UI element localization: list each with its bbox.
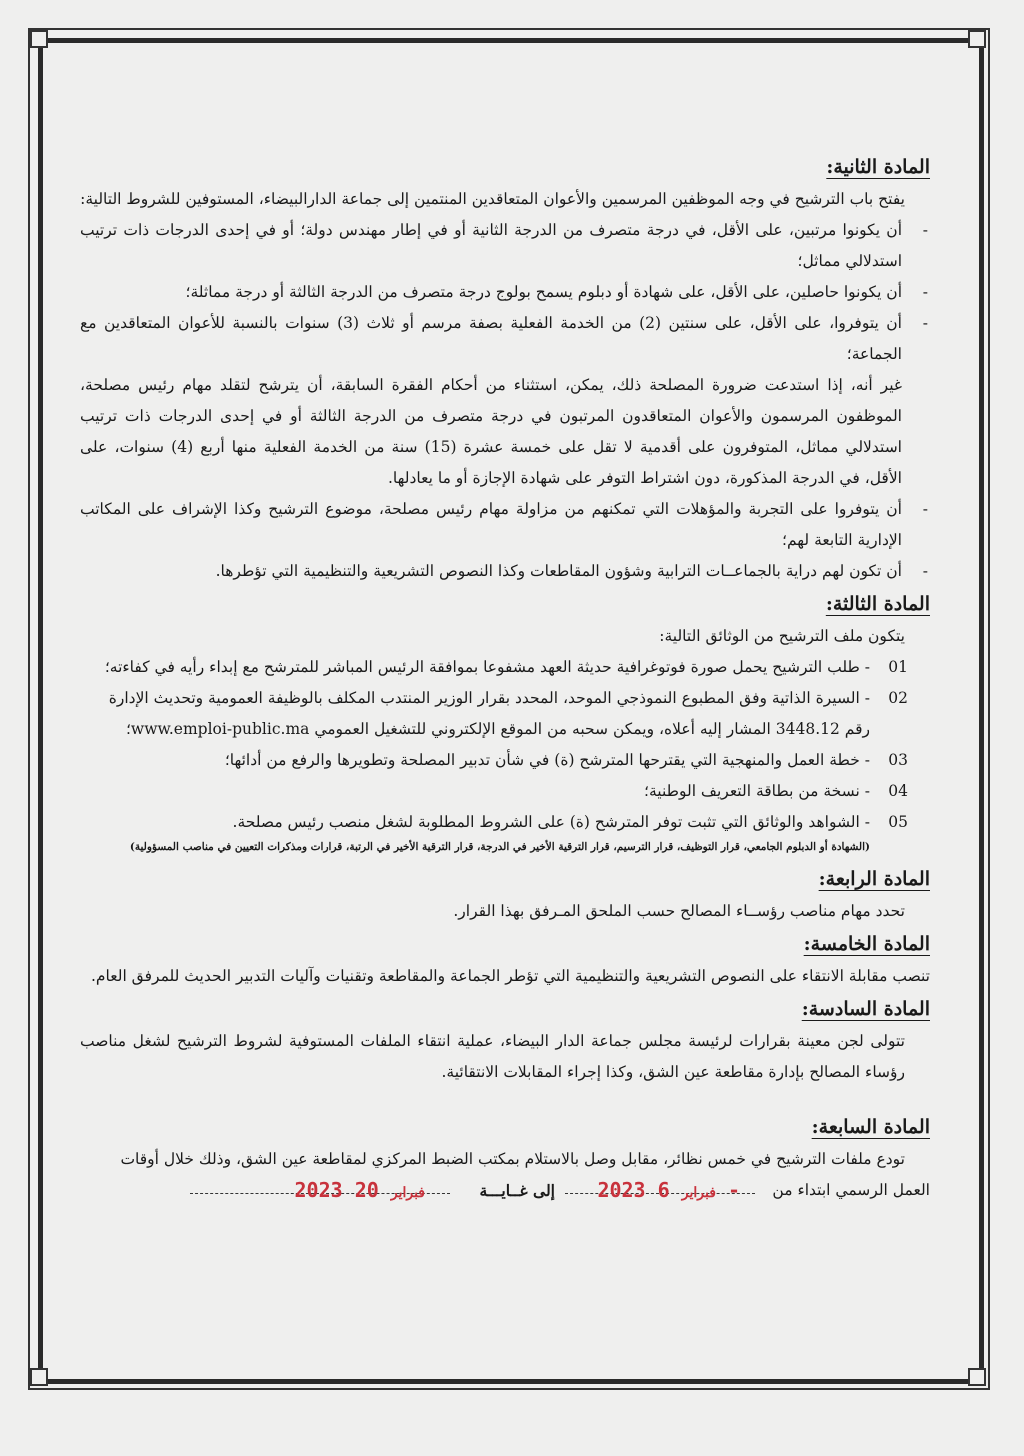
document-list-item: 04 - نسخة من بطاقة التعريف الوطنية؛	[644, 782, 908, 800]
document-list-item: 01 - طلب الترشيح يحمل صورة فوتوغرافية حديثة العهد مشفوعا بموافقة الرئيس المباشر للمترشح مع إبداء رأيه في كفاءته؛	[104, 658, 908, 676]
date-to-label: إلى غــايـــة	[479, 1181, 555, 1200]
document-list-item: 02 - السيرة الذاتية وفق المطبوع النموذجي الموحد، المحدد بقرار الوزير المنتدب المكلف بالوظيفة العمومية وتحديث الإدارة رقم 3448.12 المشار إليه أعلاه، ويمكن سحبه من الموقع الإلكتروني للتشغيل العمومي www.emploi-public.ma؛	[108, 689, 908, 738]
date-from-stamp: 2023 فبراير 6 -	[597, 1178, 740, 1202]
border-corner	[968, 1368, 986, 1386]
article-2-title: المادة الثانية:	[826, 156, 930, 178]
article-4-text: تحدد مهام مناصب رؤســاء المصالح حسب الملحق المـرفق بهذا القرار.	[453, 902, 905, 920]
article-4-title: المادة الرابعة:	[818, 868, 930, 890]
article-3-title: المادة الثالثة:	[825, 593, 930, 615]
border-corner	[30, 1368, 48, 1386]
article-2-bullet: - أن تكون لهم دراية بالجماعــات الترابية وشؤون المقاطعات وكذا النصوص التشريعية والتنظيمية التي تؤطرها.	[215, 562, 928, 580]
article-6-text: تتولى لجن معينة بقرارات لرئيسة مجلس جماعة الدار البيضاء، عملية انتقاء الملفات المستوفية لشروط الترشيح لشغل مناصب رؤساء المصالح بإدارة مقاطعة عين الشق، وكذا إجراء المقابلات الانتقائية.	[80, 1032, 905, 1081]
document-list-item: 03 - خطة العمل والمنهجية التي يقترحها المترشح (ة) في شأن تدبير المصلحة وتطويرها والرفع من أدائها؛	[224, 751, 908, 769]
article-7-text: تودع ملفات الترشيح في خمس نظائر، مقابل وصل بالاستلام بمكتب الضبط المركزي لمقاطعة عين الشق، وذلك خلال أوقات	[120, 1150, 905, 1168]
article-2-bullet: - أن يتوفروا، على الأقل، على سنتين (2) من الخدمة الفعلية بصفة مرسم أو ثلاث (3) سنوات بالنسبة للأعوان المتعاقدين مع الجماعة؛	[80, 314, 928, 363]
deposit-dates-row	[80, 1175, 930, 1207]
date-from-label: العمل الرسمي ابتداء من	[772, 1181, 930, 1199]
article-5-text: تنصب مقابلة الانتقاء على النصوص التشريعية والتنظيمية التي تؤطر الجماعة والمقاطعة وتقنيات وآليات التدبير الحديث للمرفق العام.	[91, 967, 930, 985]
article-6-title: المادة السادسة:	[801, 998, 930, 1020]
document-list-item: 05 - الشواهد والوثائق التي تثبت توفر المترشح (ة) على الشروط المطلوبة لشغل منصب رئيس مصلحة.	[232, 813, 908, 831]
date-to-stamp: 2023 فبراير 20	[294, 1178, 425, 1202]
article-2-exception: غير أنه، إذا استدعت ضرورة المصلحة ذلك، يمكن، استثناء من أحكام الفقرة السابقة، أن يترشح لتقلد مهام رئيس مصلحة، الموظفون المرسمون والأعوان المتعاقدون المرتبون في درجة متصرف من الدرجة الثالثة أو في إحدى الدرجات ذات ترتيب استدلالي مماثل، المتوفرون على أقدمية لا تقل على خمسة عشرة (15) سنة من الخدمة الفعلية منها أربع (4) سنوات، على الأقل، في الدرجة المذكورة، دون اشتراط التوفر على شهادة الإجازة أو ما يعادلها.	[80, 376, 902, 487]
article-5-title: المادة الخامسة:	[803, 933, 930, 955]
article-3-intro: يتكون ملف الترشيح من الوثائق التالية:	[659, 627, 905, 645]
border-corner	[968, 30, 986, 48]
article-2-bullet: - أن يكونوا حاصلين، على الأقل، على شهادة أو دبلوم يسمح بولوج درجة متصرف من الدرجة الثالثة أو درجة مماثلة؛	[185, 283, 928, 301]
document-body	[80, 150, 930, 1207]
article-2-bullet: - أن يتوفروا على التجربة والمؤهلات التي تمكنهم من مزاولة مهام رئيس مصلحة، موضوع الترشيح وكذا الإشراف على المكاتب الإدارية التابعة لهم؛	[80, 500, 928, 549]
article-7-title: المادة السابعة:	[811, 1116, 930, 1138]
article-3-note: (الشهادة أو الدبلوم الجامعي، قرار التوظيف، قرار الترسيم، قرار الترقية الأخير في الدرجة، قرار الترقية الأخير في الرتبة، قرارات ومذكرات التعيين في مناصب المسؤولية)	[129, 841, 870, 853]
article-2-intro: يفتح باب الترشيح في وجه الموظفين المرسمين والأعوان المتعاقدين المنتمين إلى جماعة الدارالبيضاء، المستوفين للشروط التالية:	[80, 190, 905, 208]
border-corner	[30, 30, 48, 48]
article-2-bullet: - أن يكونوا مرتبين، على الأقل، في درجة متصرف من الدرجة الثانية أو في إطار مهندس دولة؛ أو في إحدى الدرجات ذات ترتيب استدلالي مماثل؛	[80, 221, 928, 270]
